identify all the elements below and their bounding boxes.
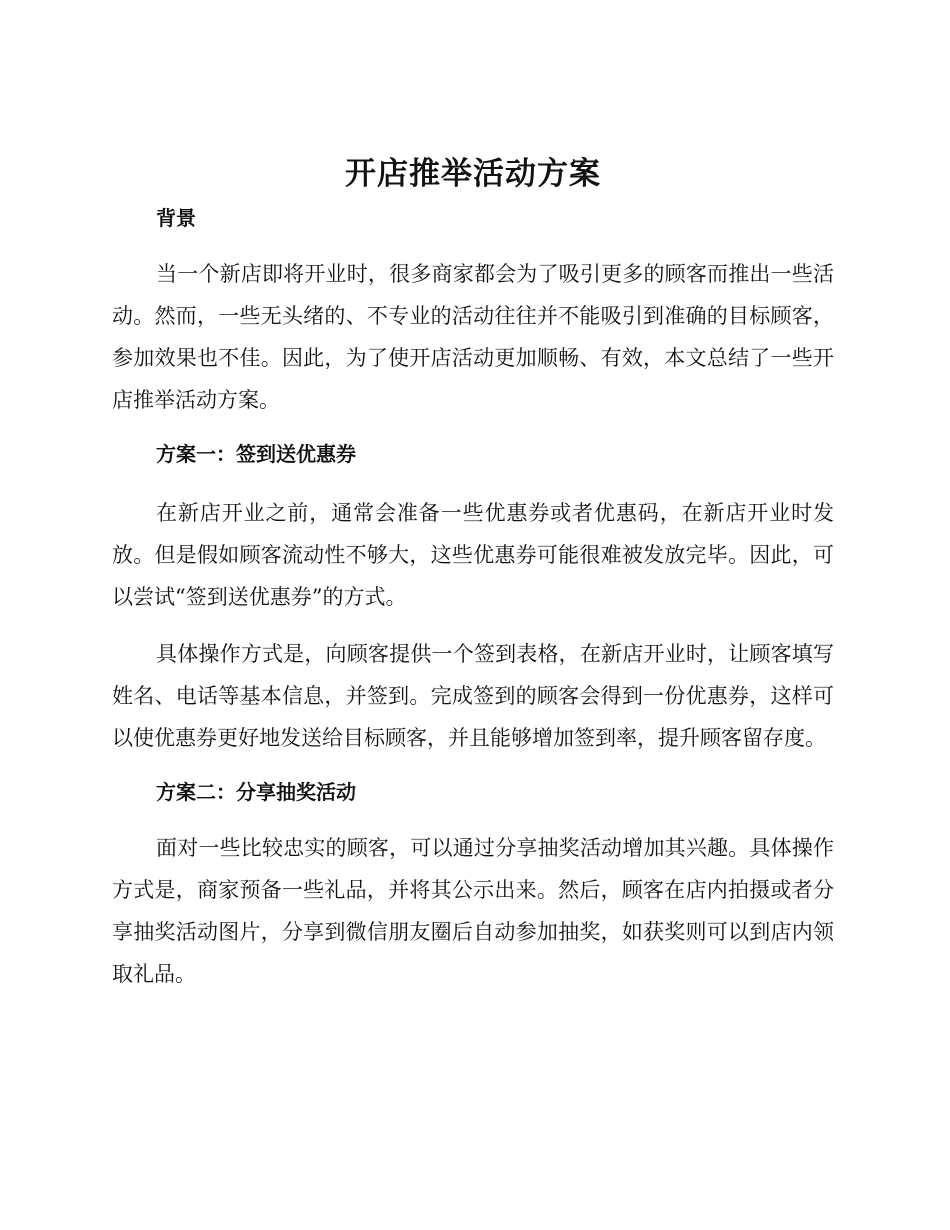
document-content <box>112 148 834 995</box>
background-paragraph: 当一个新店即将开业时，很多商家都会为了吸引更多的顾客而推出一些活动。然而，一些无头绪的、不专业的活动往往并不能吸引到准确的目标顾客，参加效果也不佳。因此，为了使开店活动更加顺畅、有效，本文总结了一些开店推举活动方案。 <box>112 262 834 412</box>
plan-one-paragraph-1: 在新店开业之前，通常会准备一些优惠券或者优惠码，在新店开业时发放。但是假如顾客流动性不够大，这些优惠券可能很难被发放完毕。因此，可以尝试“签到送优惠券”的方式。 <box>112 501 834 609</box>
section-heading-background: 背景 <box>156 206 196 230</box>
document-title: 开店推举活动方案 <box>345 156 601 192</box>
plan-one-paragraph-2: 具体操作方式是，向顾客提供一个签到表格，在新店开业时，让顾客填写姓名、电话等基本信息，并签到。完成签到的顾客会得到一份优惠券，这样可以使优惠券更好地发送给目标顾客，并且能够增加签到率，提升顾客留存度。 <box>112 642 834 750</box>
plan-two-paragraph: 面对一些比较忠实的顾客，可以通过分享抽奖活动增加其兴趣。具体操作方式是，商家预备一些礼品，并将其公示出来。然后，顾客在店内拍摄或者分享抽奖活动图片，分享到微信朋友圈后自动参加抽奖，如获奖则可以到店内领取礼品。 <box>112 836 834 986</box>
section-heading-plan-two: 方案二：分享抽奖活动 <box>156 780 356 804</box>
section-heading-plan-one: 方案一：签到送优惠券 <box>156 442 356 466</box>
